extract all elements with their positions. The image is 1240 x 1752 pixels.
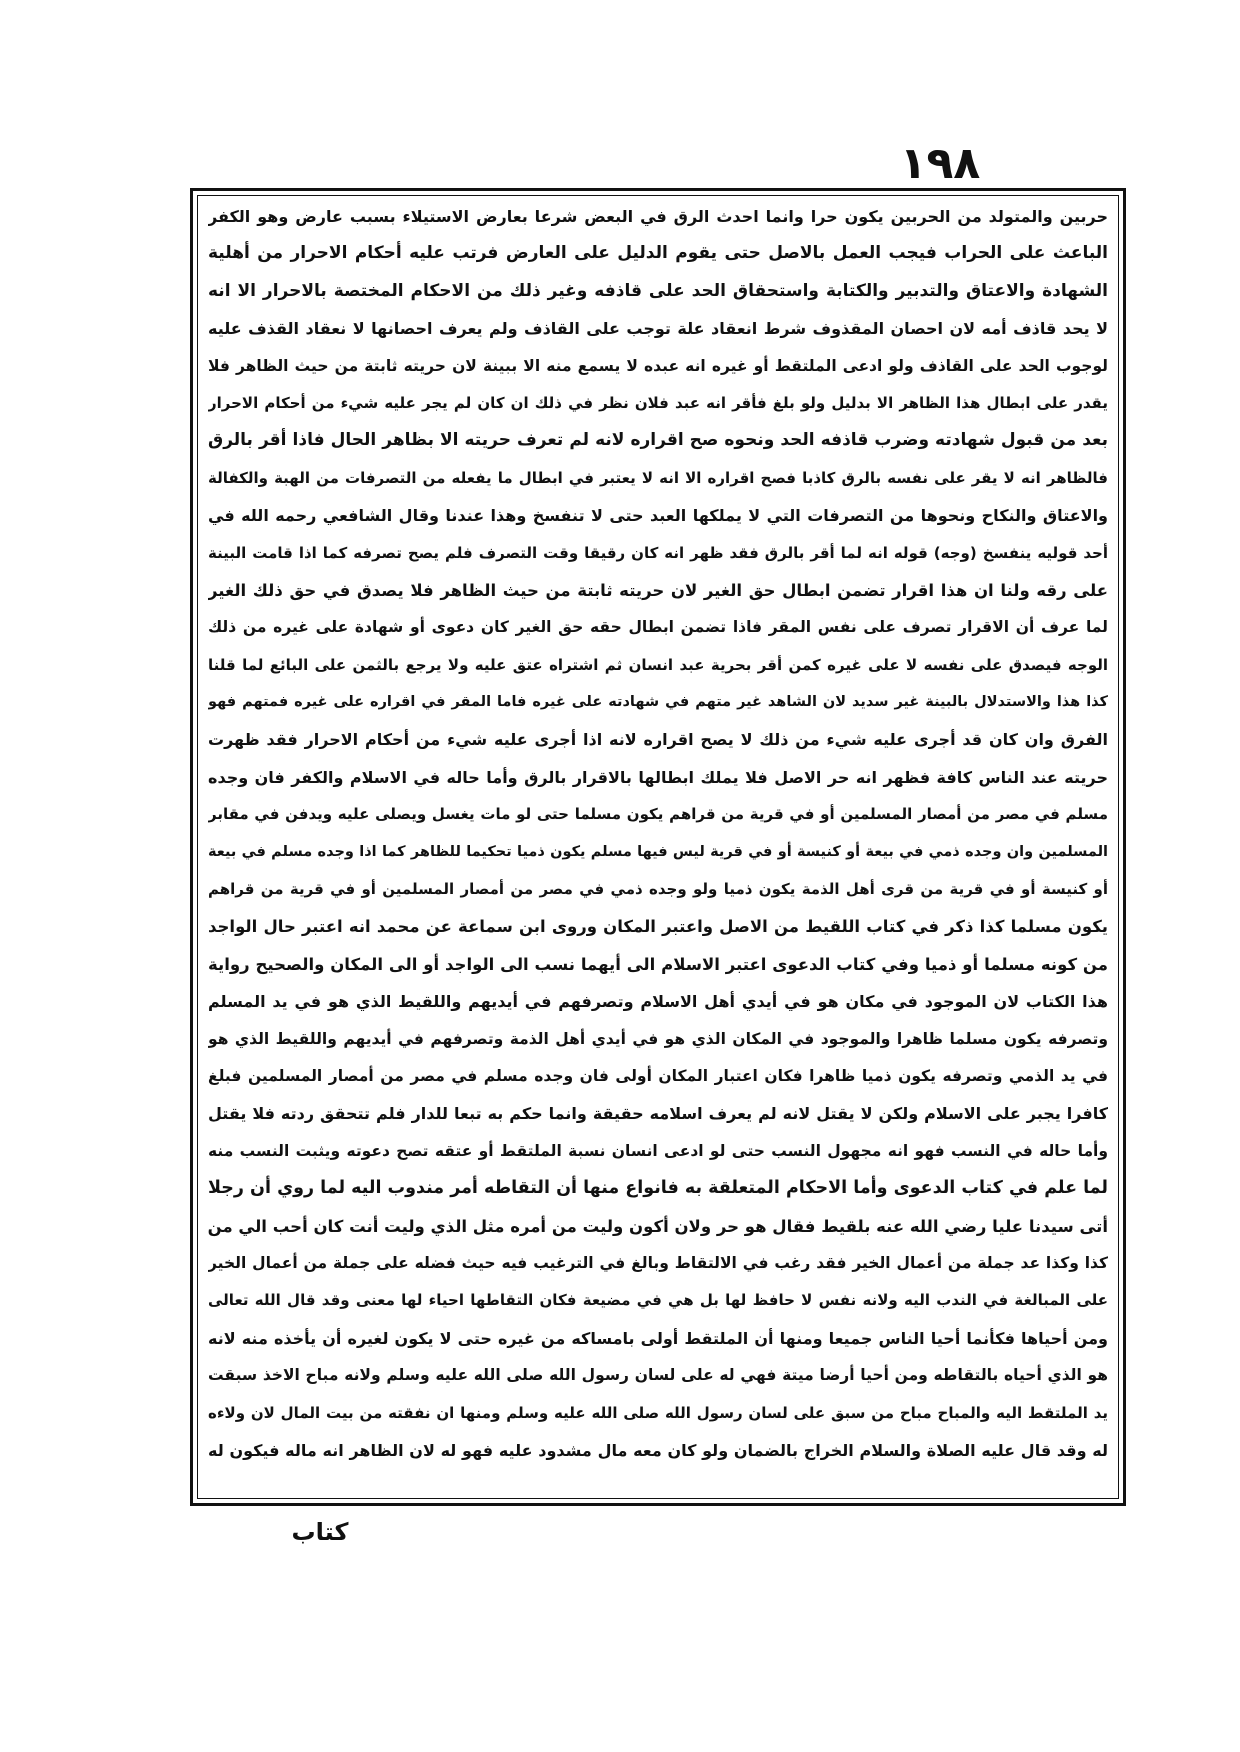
text-line: أو كنيسة أو في قرية من قرى أهل الذمة يكون ذميا ولو وجده ذمي في مصر من أمصار المسلمين أو في قرية من قراهم [208, 880, 1108, 899]
text-line: لما عرف أن الاقرار تصرف على نفس المقر فاذا تضمن ابطال حقه حق الغير كان دعوى أو شهادة على غيره من ذلك [208, 618, 1108, 637]
text-line: لما علم في كتاب الدعوى وأما الاحكام المتعلقة به فانواع منها أن التقاطه أمر مندوب اليه لما روي أن رجلا [208, 1178, 1108, 1199]
text-line: يقدر على ابطال هذا الظاهر الا بدليل ولو بلغ فأقر انه عبد فلان نظر في ذلك ان كان لم يجر عليه شيء من أحكام الاحرار [208, 393, 1108, 412]
text-line: ومن أحياها فكأنما أحيا الناس جميعا ومنها أن الملتقط أولى بامساكه من غيره حتى لا يكون لغيره أن يأخذه منه لانه [208, 1328, 1108, 1348]
text-line: أحد قوليه ينفسخ (وجه) قوله انه لما أقر بالرق فقد ظهر انه كان رقيقا وقت التصرف فلم يصح تصرفه كما اذا قامت البينة [208, 543, 1108, 562]
text-line: حربين والمتولد من الحربين يكون حرا وانما احدث الرق في البعض شرعا بعارض الاستيلاء بسبب عارض وهو الكفر [208, 207, 1108, 226]
text-line: لوجوب الحد على القاذف ولو ادعى الملتقط أو غيره انه عبده لا يسمع منه الا ببينة لان حريته ثابتة من حيث الظاهر فلا [208, 356, 1108, 375]
text-line: الوجه فيصدق على نفسه لا على غيره كمن أقر بحرية عبد انسان ثم اشتراه عتق عليه ولا يرجع بالثمن على البائع لما قلنا [208, 655, 1108, 674]
text-line: له وقد قال عليه الصلاة والسلام الخراج بالضمان ولو كان معه مال مشدود عليه فهو له لان الظاهر انه ماله فيكون له [208, 1440, 1108, 1460]
text-line: كذا هذا والاستدلال بالبينة غير سديد لان الشاهد غير متهم في شهادته على غيره فاما المقر في اقراره على غيره فمتهم فهو [208, 694, 1108, 711]
text-line: على رقه ولنا ان هذا اقرار تضمن ابطال حق الغير لان حريته ثابتة من حيث الظاهر فلا يصدق في حق ذلك الغير [208, 580, 1108, 600]
text-line: في يد الذمي وتصرفه يكون ذميا ظاهرا فكان اعتبار المكان أولى فان وجده مسلم في مصر من أمصار المسلمين فبلغ [208, 1066, 1108, 1085]
text-line: الباعث على الحراب فيجب العمل بالاصل حتى يقوم الدليل على العارض فرتب عليه أحكام الاحرار من أهلية [208, 243, 1108, 264]
text-line: هذا الكتاب لان الموجود في مكان هو في أيدي أهل الاسلام وتصرفهم في أيديهم واللقيط الذي هو في يد المسلم [208, 992, 1108, 1012]
text-line: وتصرفه يكون مسلما ظاهرا والموجود في المكان الذي هو في أيدي أهل الذمة وتصرفهم في أيديهم واللقيط الذي هو [208, 1029, 1108, 1048]
text-block [197, 195, 1119, 1499]
text-line: من كونه مسلما أو ذميا وفي كتاب الدعوى اعتبر الاسلام الى أيهما نسب الى الواجد أو الى المكان والصحيح رواية [208, 954, 1108, 974]
text-line: لا يحد قاذف أمه لان احصان المقذوف شرط انعقاد علة توجب على القاذف ولم يعرف احصانها لا نعقاد القذف عليه [208, 319, 1108, 339]
text-line: كافرا يجبر على الاسلام ولكن لا يقتل لانه لم يعرف اسلامه حقيقة وانما حكم به تبعا للدار فلم تتحقق ردته فلا يقتل [208, 1104, 1108, 1124]
text-line: بعد من قبول شهادته وضرب قاذفه الحد ونحوه صح اقراره لانه لم تعرف حريته الا بظاهر الحال فاذا أقر بالرق [208, 430, 1108, 451]
text-line: والاعتاق والنكاح ونحوها من التصرفات التي لا يملكها العبد حتى لا تنفسخ وهذا عندنا وقال الشافعي رحمه الله في [208, 506, 1108, 526]
text-line: على المبالغة في الندب اليه ولانه نفس لا حافظ لها بل هي في مضيعة فكان التقاطها احياء لها معنى وقد قال الله تعالى [208, 1291, 1108, 1310]
text-line: الشهادة والاعتاق والتدبير والكتابة واستحقاق الحد على قاذفه وغير ذلك من الاحكام المختصة بالاحرار الا انه [208, 280, 1108, 301]
text-line: حريته عند الناس كافة فظهر انه حر الاصل فلا يملك ابطالها بالاقرار بالرق وأما حاله في الاسلام والكفر فان وجده [208, 767, 1108, 787]
text-line: هو الذي أحياه بالتقاطه ومن أحيا أرضا ميتة فهي له على لسان رسول الله صلى الله عليه وسلم ولانه مباح الاخذ سبقت [208, 1366, 1108, 1385]
page-number: ١٩٨ [899, 138, 981, 189]
text-line: المسلمين وان وجده ذمي في بيعة أو كنيسة أو في قرية ليس فيها مسلم يكون ذميا تحكيما للظاهر كما اذا وجده مسلم في بيعة [208, 843, 1108, 860]
text-line: فالظاهر انه لا يقر على نفسه بالرق كاذبا فصح اقراره الا انه لا يعتبر في ابطال ما يفعله من التصرفات من الهبة والكفالة [208, 468, 1108, 487]
text-line: كذا وكذا عد جملة من أعمال الخير فقد رغب في الالتقاط وبالغ في الترغيب فيه حيث فضله على جملة من أعمال الخير [208, 1253, 1108, 1272]
text-line: وأما حاله في النسب فهو انه مجهول النسب حتى لو ادعى انسان نسبة الملتقط أو عتقه تصح دعوته ويثبت النسب منه [208, 1141, 1108, 1160]
text-line: الفرق وان كان قد أجرى عليه شيء من ذلك لا يصح اقراره لانه اذا أجرى عليه شيء من أحكام الاحرار فقد ظهرت [208, 730, 1108, 750]
text-line: يد الملتقط اليه والمباح مباح من سبق على لسان رسول الله صلى الله عليه وسلم ومنها ان نفقته من بيت المال لان ولاءه [208, 1403, 1108, 1422]
text-line: يكون مسلما كذا ذكر في كتاب اللقيط من الاصل واعتبر المكان وروى ابن سماعة عن محمد انه اعتبر حال الواجد [208, 917, 1108, 937]
text-line: أتى سيدنا عليا رضي الله عنه بلقيط فقال هو حر ولان أكون وليت من أمره مثل الذي وليت أنت كان أحب الي من [208, 1216, 1108, 1236]
text-line: مسلم في مصر من أمصار المسلمين أو في قرية من قراهم يكون مسلما حتى لو مات يغسل ويصلى عليه ويدفن في مقابر [208, 805, 1108, 824]
catchword: كتاب [291, 1518, 349, 1546]
